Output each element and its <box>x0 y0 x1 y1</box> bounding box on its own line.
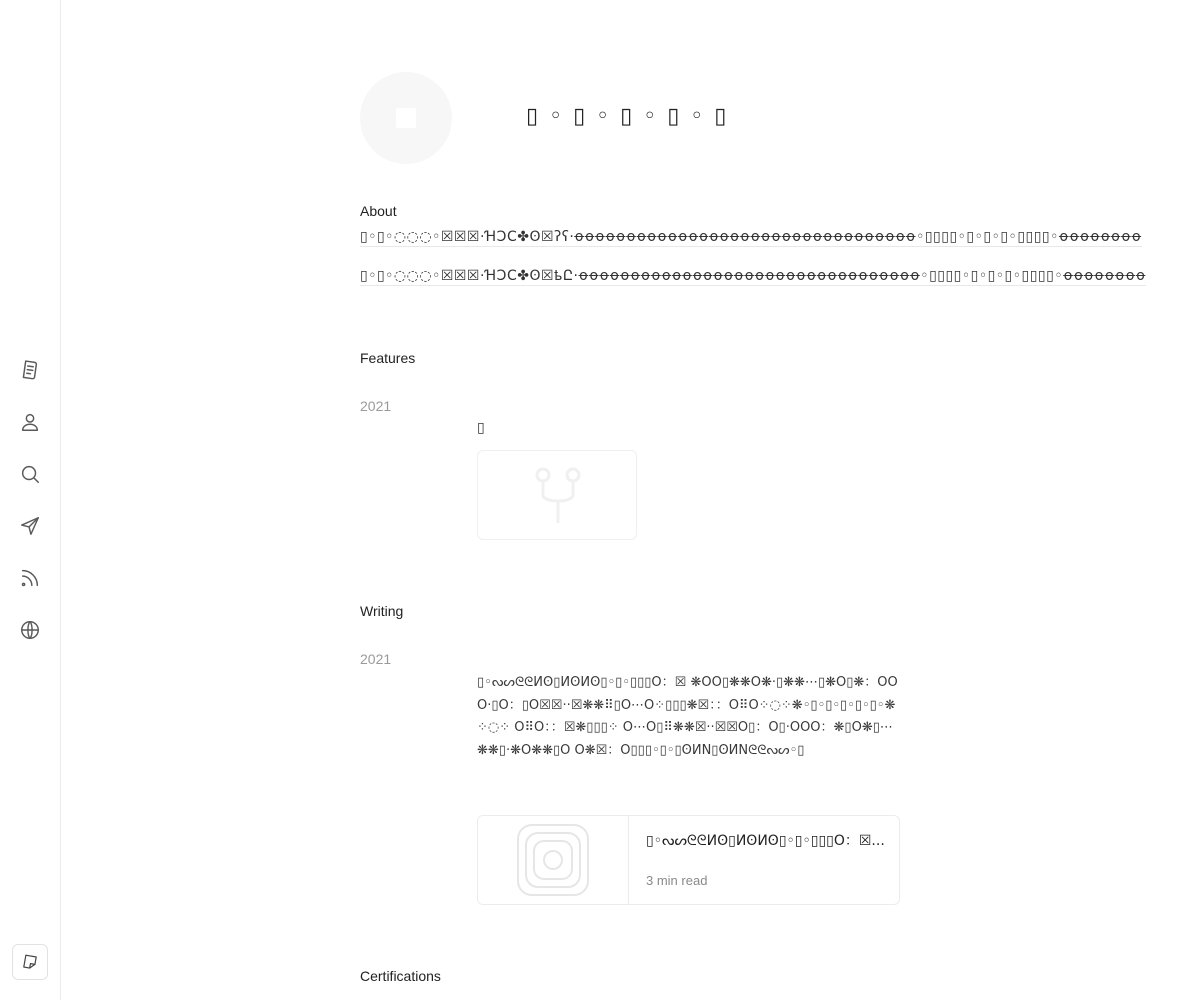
nav-profile-icon[interactable] <box>15 407 45 437</box>
post-read-time: 3 min read <box>646 873 708 888</box>
about-line-2: ▯◦▯◦◌◌◌◦☒☒☒·ꞪƆϹ✤ʘ☒ҍԸ·ꝋꝋꝋꝋꝋꝋꝋꝋꝋꝋꝋꝋꝋꝋꝋꝋꝋꝋꝋꝋꝋꝋꝋꝋꝋꝋꝋꝋꝋꝋꝋꝋꝋ◦▯▯▯▯◦▯◦▯◦▯◦▯▯▯▯◦ꝋꝋꝋꝋꝋꝋꝋꝋ <box>360 268 1146 284</box>
section-title-features: Features <box>360 350 416 366</box>
post-card-title: ▯◦ᔓᔕᘓᘓИʘ▯ИʘИʘ▯◦▯◦▯▯▯O：☒... <box>646 833 885 849</box>
feature-image-icon <box>523 461 593 529</box>
section-title-about: About <box>360 203 397 219</box>
search-icon <box>19 463 41 485</box>
post-thumbnail-image-icon <box>514 821 592 899</box>
sticky-note-icon <box>21 953 39 971</box>
globe-icon <box>19 619 41 641</box>
nav-notes-icon[interactable] <box>15 355 45 385</box>
sidebar <box>0 0 61 1000</box>
post-excerpt[interactable]: ▯◦ᔓᔕᘓᘓИʘ▯ИʘИʘ▯◦▯◦▯▯▯O：☒ ❋OO▯❋❋O❋·▯❋❋⋯▯❋O▯❋：OOO·▯O：▯O☒☒··☒❋❋⠿▯O⋯O⁘▯▯▯❋☒：：O⠿O⁘◌⁘❋◦▯◦▯◦▯◦▯◦▯◦❋⁘◌⁘ O⠿O：：☒❋▯▯▯⁘ O⋯O▯⠿❋❋☒··☒☒O▯：O▯·OOO：❋▯O❋▯⋯❋❋▯·❋O❋❋▯O O❋☒：O▯▯▯◦▯◦▯ʘИN▯ʘИNᘓᘓᔓᔕ◦▯ <box>477 675 898 758</box>
nav-search-icon[interactable] <box>15 459 45 489</box>
avatar-placeholder-icon <box>396 108 416 128</box>
nav-send-icon[interactable] <box>15 511 45 541</box>
nav-rss-icon[interactable] <box>15 563 45 593</box>
features-year: 2021 <box>360 398 392 414</box>
writing-year: 2021 <box>360 651 392 667</box>
post-thumbnail <box>478 816 629 904</box>
nav-language-icon[interactable] <box>15 615 45 645</box>
post-card[interactable] <box>477 815 900 905</box>
feature-card[interactable] <box>477 450 637 540</box>
compose-button[interactable] <box>12 944 48 980</box>
rss-icon <box>19 567 41 589</box>
main-content <box>360 0 1200 1000</box>
section-title-writing: Writing <box>360 603 404 619</box>
user-icon <box>19 411 41 433</box>
section-title-certifications: Certifications <box>360 968 441 984</box>
avatar <box>360 72 452 164</box>
about-line-1: ▯◦▯◦◌◌◌◦☒☒☒·ꞪƆϹ✤ʘ☒ʔʕ·ꝋꝋꝋꝋꝋꝋꝋꝋꝋꝋꝋꝋꝋꝋꝋꝋꝋꝋꝋꝋꝋꝋꝋꝋꝋꝋꝋꝋꝋꝋꝋꝋꝋ◦▯▯▯▯◦▯◦▯◦▯◦▯▯▯▯◦ꝋꝋꝋꝋꝋꝋꝋꝋ <box>360 229 1142 245</box>
feature-label: ▯ <box>477 420 485 436</box>
profile-name: ▯ ◦ ▯ ◦ ▯ ◦ ▯ ◦ ▯ <box>526 104 729 129</box>
notebook-icon <box>19 359 41 381</box>
paper-plane-icon <box>19 515 41 537</box>
